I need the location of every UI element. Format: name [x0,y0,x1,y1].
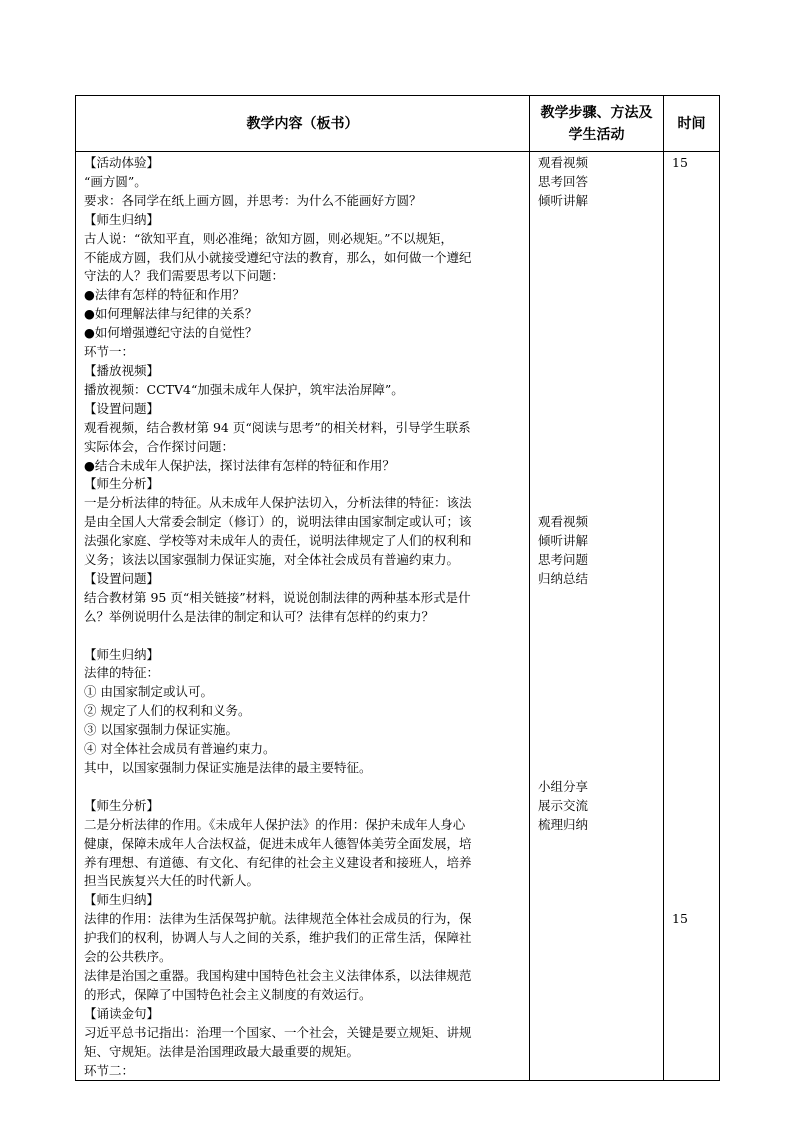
step-item: 展示交流 [538,797,589,813]
content-line: 环节二： [84,1062,135,1078]
steps-block-3 [538,778,659,835]
header-steps-line2: 学生活动 [568,126,625,143]
content-line: 实际体会，合作探讨问题： [84,438,235,454]
content-line: ④ 对全体社会成员有普遍约束力。 [84,741,276,757]
step-item: 小组分享 [538,779,589,794]
content-line: 环节一： [84,344,135,360]
step-item: 倾听讲解 [538,192,589,208]
step-item: 倾听讲解 [538,532,589,548]
content-line: 养有理想、有道德、有文化、有纪律的社会主义建设者和接班人，培养 [84,854,472,870]
content-line: 法律是治国之重器。我国构建中国特色社会主义法律体系，以法律规范 [84,967,472,983]
content-line: 【设置问题】 [84,400,160,416]
content-line: 法强化家庭、学校等对未成年人的责任，说明法律规定了人们的权利和 [84,533,472,549]
content-line: 么？举例说明什么是法律的制定和认可？法律有怎样的约束力？ [84,608,435,624]
steps-block-2 [538,513,659,589]
step-item: 思考问题 [538,551,589,567]
time-value-1: 15 [672,155,688,170]
content-line: 【师生归纳】 [84,211,160,227]
content-line: 其中，以国家强制力保证实施是法律的最主要特征。 [84,760,372,775]
content-line: 二是分析法律的作用。《未成年人保护法》的作用：保护未成年人身心 [84,816,466,832]
content-line: 【师生归纳】 [84,646,160,662]
header-content [76,96,530,152]
content-line: 不能成方圆，我们从小就接受遵纪守法的教育，那么，如何做一个遵纪 [84,249,472,265]
content-line: 会的公共秩序。 [84,949,172,965]
content-line: 【诵读金句】 [84,1005,160,1021]
header-time [664,96,720,152]
content-line: ③ 以国家强制力保证实施。 [84,722,238,738]
content-line: ●如何增强遵纪守法的自觉性？ [84,325,258,341]
content-line: 习近平总书记指出：治理一个国家、一个社会，关键是要立规矩、讲规 [84,1024,472,1040]
header-time-label: 时间 [677,115,706,132]
content-line: 是由全国人大常委会制定（修订）的，说明法律由国家制定或认可；该 [84,514,472,530]
content-line: 护我们的权利，协调人与人之间的关系，维护我们的正常生活，保障社 [84,930,472,946]
header-steps-line1: 教学步骤、方法及 [540,104,653,121]
step-item: 观看视频 [538,514,589,529]
content-line: 的形式，保障了中国特色社会主义制度的有效运行。 [84,986,372,1002]
content-line: 【师生分析】 [84,476,160,492]
content-line: ●法律有怎样的特征和作用？ [84,287,245,303]
content-lines [84,154,521,1080]
content-line [84,627,521,646]
content-line: ① 由国家制定或认可。 [84,684,213,700]
content-line: 要求：各同学在纸上画方圆，并思考：为什么不能画好方圆？ [84,192,422,208]
content-line: 担当民族复兴大任的时代新人。 [84,873,260,889]
content-line: 矩、守规矩。法律是治国理政最大最重要的规矩。 [84,1043,360,1059]
step-item: 思考回答 [538,173,589,189]
step-item: 归纳总结 [538,570,589,586]
content-line: 观看视频，结合教材第 94 页“阅读与思考”的相关材料，引导学生联系 [84,419,471,435]
table-header-row [76,96,720,152]
time-cell [664,152,720,1081]
steps-cell [530,152,664,1081]
content-line: 古人说：“欲知平直，则必准绳；欲知方圆，则必规矩。”不以规矩， [84,230,454,246]
header-steps [530,96,664,152]
content-cell [76,152,530,1081]
time-value-2: 15 [672,911,688,926]
step-item: 观看视频 [538,155,589,170]
content-line: 播放视频：CCTV4“加强未成年人保护，筑牢法治屏障”。 [84,381,404,397]
content-line: 法律的作用：法律为生活保驾护航。法律规范全体社会成员的行为，保 [84,911,472,927]
content-line [84,778,521,797]
content-line: ② 规定了人们的权利和义务。 [84,703,251,719]
content-line: ●如何理解法律与纪律的关系？ [84,306,258,322]
content-line: 【师生分析】 [84,797,160,813]
content-line: ●结合未成年人保护法，探讨法律有怎样的特征和作用？ [84,457,395,473]
step-item: 梳理归纳 [538,816,589,832]
content-line: 一是分析法律的特征。从未成年人保护法切入，分析法律的特征：该法 [84,495,472,511]
lesson-plan-table [75,95,720,1081]
content-line: 法律的特征： [84,665,160,681]
content-line: 义务；该法以国家强制力保证实施，对全体社会成员有普遍约束力。 [84,552,460,568]
table-body-row [76,152,720,1081]
content-line: “画方圆”。 [84,173,147,189]
content-line: 【播放视频】 [84,362,160,378]
header-content-label: 教学内容（板书） [246,115,359,132]
content-line: 结合教材第 95 页“相关链接”材料，说说创制法律的两种基本形式是什 [84,589,471,605]
content-line: 健康，保障未成年人合法权益，促进未成年人德智体美劳全面发展，培 [84,835,472,851]
content-line: 【师生归纳】 [84,892,160,908]
content-line: 守法的人？我们需要思考以下问题： [84,268,285,284]
steps-block-1 [538,154,659,211]
content-line: 【活动体验】 [84,155,160,170]
content-line: 【设置问题】 [84,570,160,586]
